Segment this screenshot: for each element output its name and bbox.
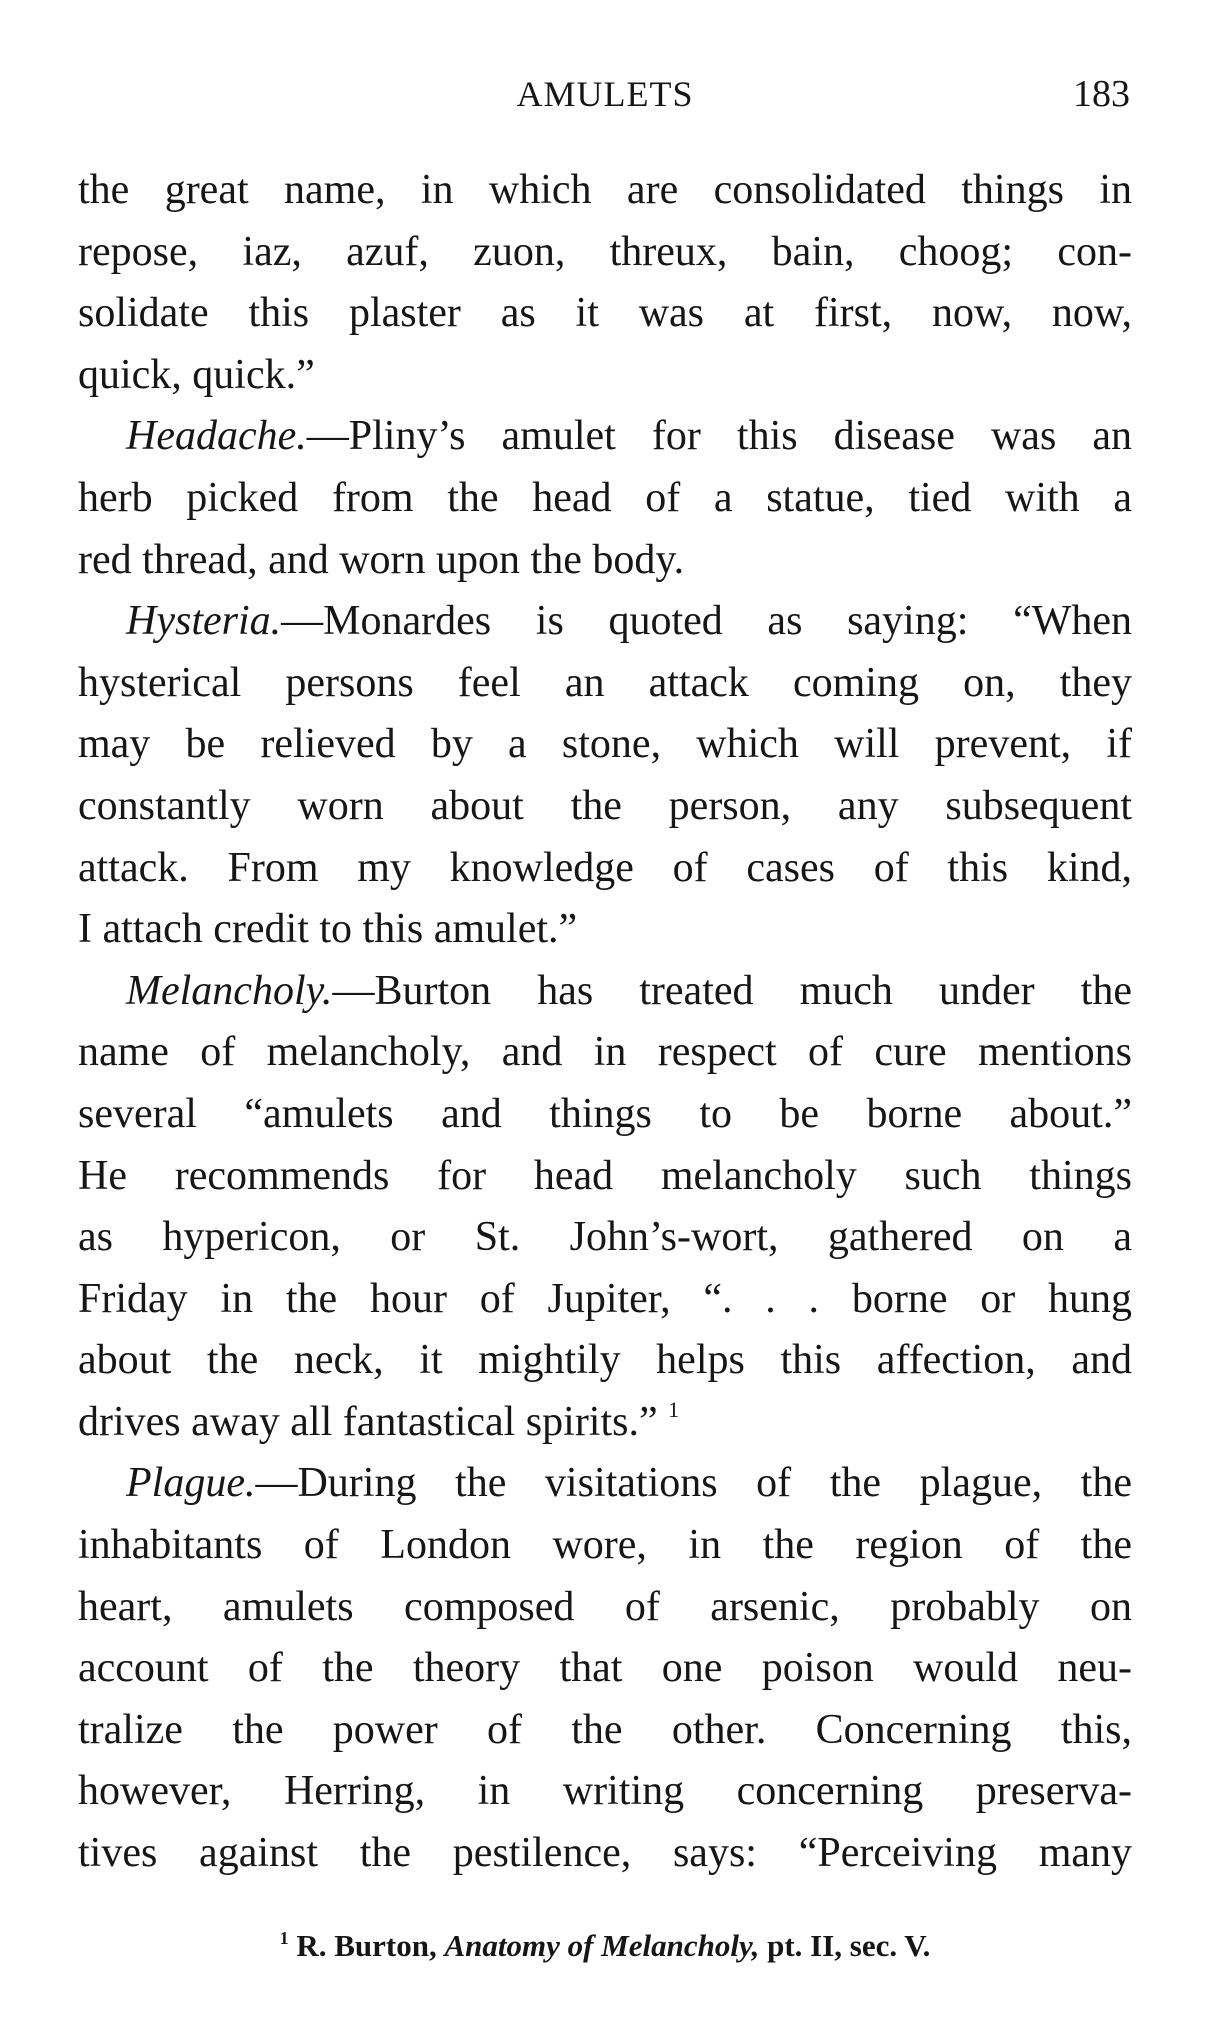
text-run: —During the visitations of the plague, the: [255, 1460, 1132, 1507]
text-line: tralize the power of the other. Concerning this,: [78, 1706, 1132, 1753]
paragraph-headache: [78, 406, 1132, 591]
section-heading: Headache.: [126, 413, 307, 460]
text-line: red thread, and worn upon the body.: [78, 536, 685, 583]
text-run: —Burton has treated much under the: [332, 967, 1132, 1014]
paragraph-continuation: [78, 160, 1132, 406]
text-run: drives away all fantastical spirits.”: [78, 1398, 658, 1445]
footnote-author: R. Burton,: [296, 1928, 437, 1963]
section-heading: Melancholy.: [126, 967, 333, 1014]
text-line: solidate this plaster as it was at first, now, now,: [78, 290, 1132, 337]
text-line: [78, 961, 1132, 1023]
text-line: [78, 1453, 1132, 1515]
footnote-title: Anatomy of Melancholy,: [444, 1928, 760, 1963]
text-line: He recommends for head melancholy such things: [78, 1152, 1132, 1199]
section-heading: Hysteria.: [126, 598, 282, 645]
footnote-location: pt. II, sec. V.: [767, 1928, 931, 1963]
text-line: account of the theory that one poison would neu-: [78, 1645, 1132, 1692]
running-head: [80, 64, 1130, 124]
section-heading: Plague.: [126, 1460, 256, 1507]
footnote: [0, 1924, 1210, 1968]
text-line: [78, 406, 1132, 468]
text-line: hysterical persons feel an attack coming on, they: [78, 659, 1132, 706]
text-line: constantly worn about the person, any subsequent: [78, 782, 1132, 829]
text-line: [78, 591, 1132, 653]
footnote-reference[interactable]: 1: [668, 1396, 680, 1422]
text-line: name of melancholy, and in respect of cure mentions: [78, 1029, 1132, 1076]
text-run: —Pliny’s amulet for this disease was an: [306, 413, 1132, 460]
text-line: quick, quick.”: [78, 351, 315, 398]
text-line: the great name, in which are consolidated things in: [78, 167, 1132, 213]
paragraph-melancholy: [78, 961, 1132, 1454]
paragraph-plague: [78, 1453, 1132, 1884]
body-text: [78, 160, 1132, 1885]
running-title: AMULETS: [516, 74, 694, 114]
text-line: heart, amulets composed of arsenic, probably on: [78, 1583, 1132, 1630]
text-line: herb picked from the head of a statue, tied with a: [78, 474, 1132, 521]
text-line: repose, iaz, azuf, zuon, threux, bain, choog; con-: [78, 228, 1132, 275]
text-line: inhabitants of London wore, in the region of the: [78, 1522, 1132, 1569]
text-line: tives against the pestilence, says: “Perceiving many: [78, 1830, 1132, 1877]
text-line: Friday in the hour of Jupiter, “. . . borne or hung: [78, 1275, 1132, 1322]
text-run: —Monardes is quoted as saying: “When: [281, 598, 1132, 645]
page-number: 183: [1073, 73, 1130, 115]
text-line: [78, 1392, 1132, 1454]
text-line: however, Herring, in writing concerning preserva-: [78, 1768, 1132, 1815]
text-line: attack. From my knowledge of cases of this kind,: [78, 844, 1132, 891]
paragraph-hysteria: [78, 591, 1132, 961]
text-line: several “amulets and things to be borne about.”: [78, 1090, 1132, 1137]
text-line: may be relieved by a stone, which will prevent, if: [78, 721, 1132, 768]
text-line: about the neck, it mightily helps this affection, and: [78, 1337, 1132, 1384]
text-line: as hypericon, or St. John’s-wort, gathered on a: [78, 1214, 1132, 1261]
text-line: I attach credit to this amulet.”: [78, 906, 578, 953]
footnote-mark: 1: [279, 1928, 289, 1948]
